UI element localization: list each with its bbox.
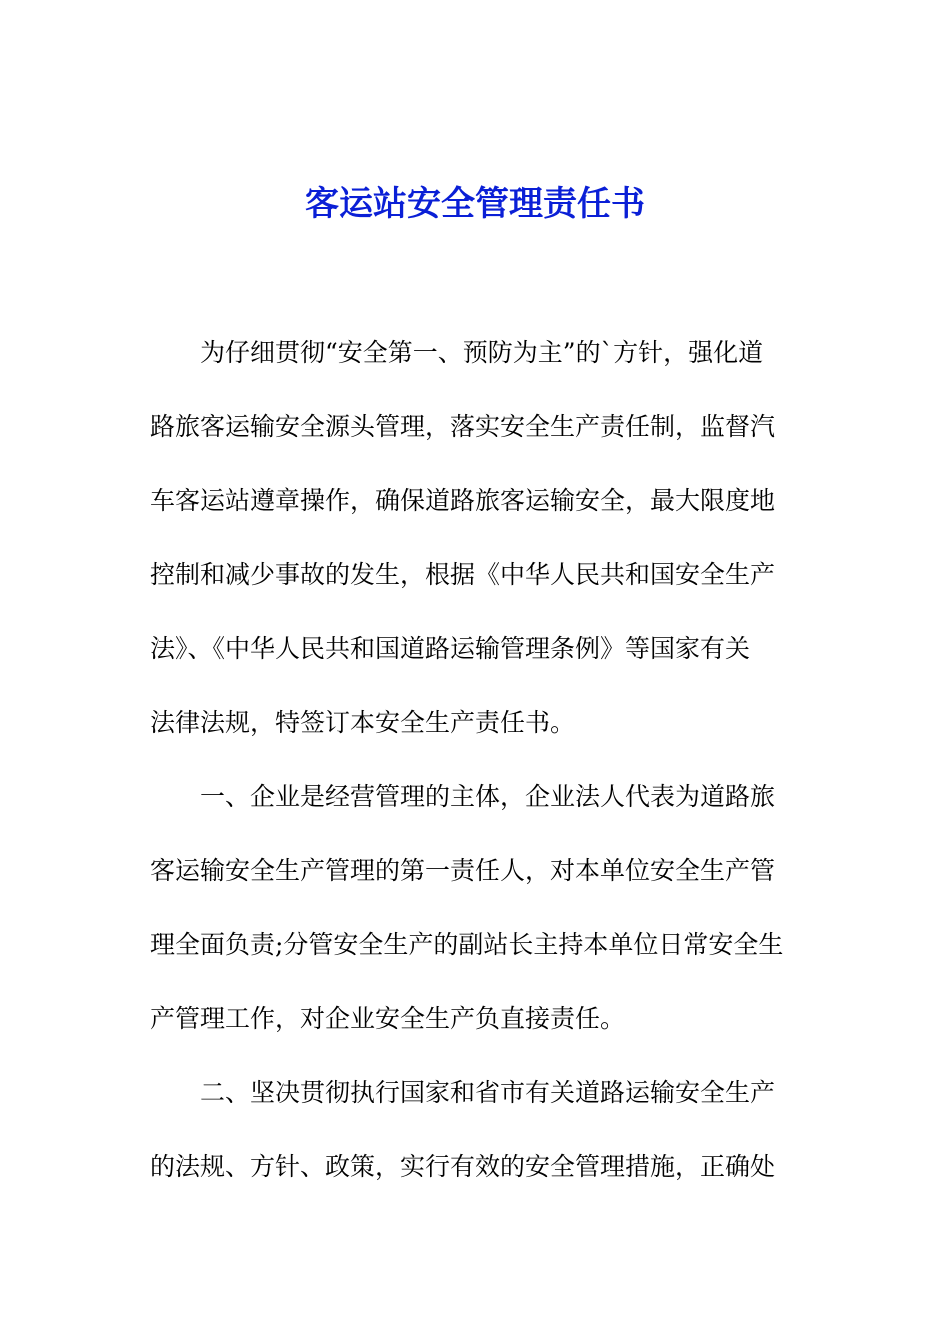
paragraph-two-line-2: 的法规、方针、政策，实行有效的安全管理措施，正确处: [150, 1152, 776, 1181]
paragraph-one-line-4: 产管理工作，对企业安全生产负直接责任。: [150, 1004, 626, 1033]
paragraph-intro-line-6: 法律法规，特签订本安全生产责任书。: [150, 708, 576, 737]
paragraph-one-line-1: 一、企业是经营管理的主体，企业法人代表为道路旅: [200, 782, 776, 811]
paragraph-one-line-3: 理全面负责;分管安全生产的副站长主持本单位日常安全生: [150, 930, 784, 959]
paragraph-intro-line-2: 路旅客运输安全源头管理，落实安全生产责任制，监督汽: [150, 412, 776, 441]
paragraph-one-line-2: 客运输安全生产管理的第一责任人，对本单位安全生产管: [150, 856, 776, 885]
paragraph-intro-line-5: 法》、《中华人民共和国道路运输管理条例》等国家有关: [150, 634, 751, 663]
document-title: 客运站安全管理责任书: [305, 184, 645, 224]
paragraph-intro-line-1: 为仔细贯彻“安全第一、预防为主”的`方针，强化道: [200, 338, 764, 367]
paragraph-two-line-1: 二、坚决贯彻执行国家和省市有关道路运输安全生产: [200, 1078, 776, 1107]
paragraph-intro-line-3: 车客运站遵章操作，确保道路旅客运输安全，最大限度地: [150, 486, 776, 515]
paragraph-intro-line-4: 控制和减少事故的发生，根据《中华人民共和国安全生产: [150, 560, 776, 589]
